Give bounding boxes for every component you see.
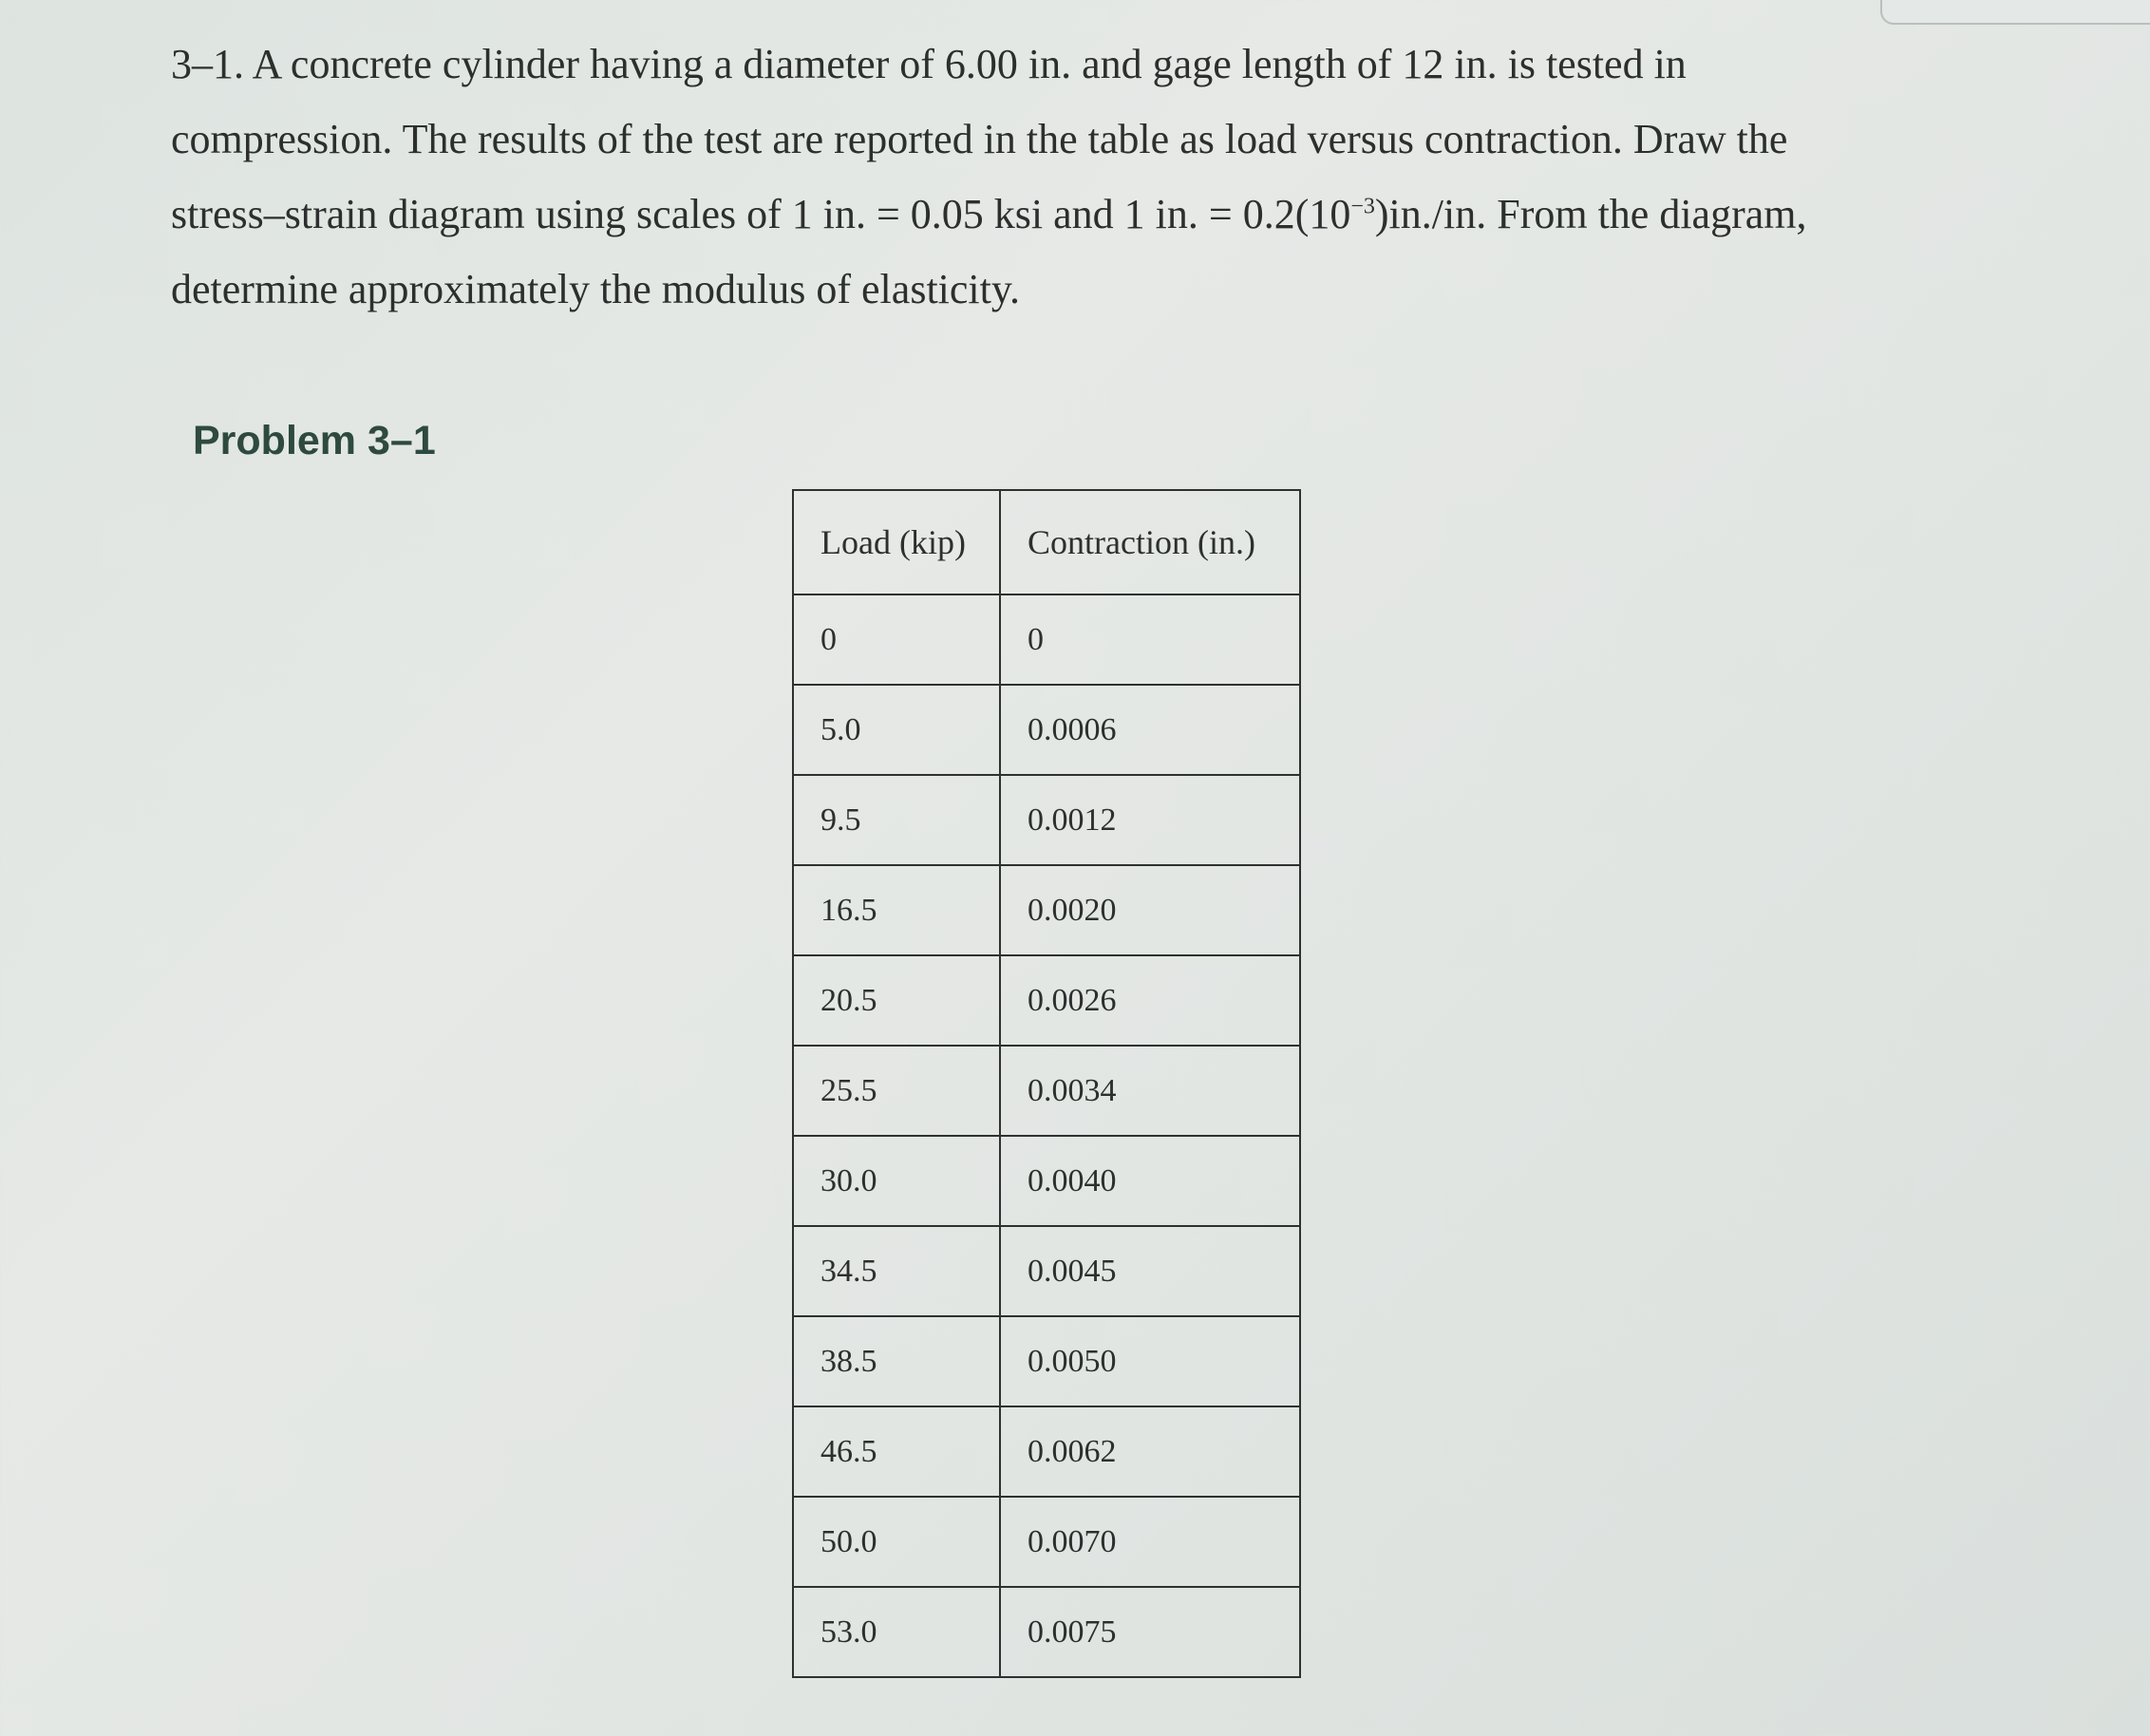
table-row — [793, 775, 1300, 865]
table-row — [793, 1316, 1300, 1406]
cell-load: 16.5 — [793, 865, 1000, 955]
cell-contraction: 0 — [1000, 594, 1300, 685]
cell-contraction: 0.0062 — [1000, 1406, 1300, 1497]
table-row — [793, 1136, 1300, 1226]
table-row — [793, 1587, 1300, 1677]
table-row — [793, 1406, 1300, 1497]
table-row — [793, 1226, 1300, 1316]
cell-contraction: 0.0050 — [1000, 1316, 1300, 1406]
cell-contraction: 0.0034 — [1000, 1046, 1300, 1136]
table-row — [793, 1497, 1300, 1587]
cell-load: 38.5 — [793, 1316, 1000, 1406]
problem-text-part2: )in./in. From the diagram, determine approximately the modulus of elasticity. — [171, 191, 1807, 312]
cell-contraction: 0.0045 — [1000, 1226, 1300, 1316]
cell-contraction: 0.0075 — [1000, 1587, 1300, 1677]
load-contraction-table — [792, 489, 1301, 1678]
cell-load: 53.0 — [793, 1587, 1000, 1677]
table-row — [793, 1046, 1300, 1136]
page-tab-edge — [1880, 0, 2150, 25]
table-row — [793, 955, 1300, 1046]
cell-load: 34.5 — [793, 1226, 1000, 1316]
cell-contraction: 0.0006 — [1000, 685, 1300, 775]
problem-text-part1: A concrete cylinder having a diameter of 6.00 in. and gage length of 12 in. is tested in compression. The results of the test are reported in the table as load versus contraction. Draw the stress–strain diagram using scales of 1 in. = 0.05 ksi and 1 in. = 0.2(10 — [171, 41, 1788, 237]
cell-load: 9.5 — [793, 775, 1000, 865]
exponent: −3 — [1350, 194, 1375, 219]
cell-load: 50.0 — [793, 1497, 1000, 1587]
cell-contraction: 0.0026 — [1000, 955, 1300, 1046]
cell-load: 20.5 — [793, 955, 1000, 1046]
cell-load: 46.5 — [793, 1406, 1000, 1497]
problem-label: Problem 3–1 — [193, 418, 436, 463]
header-contraction: Contraction (in.) — [1000, 490, 1300, 594]
cell-load: 30.0 — [793, 1136, 1000, 1226]
cell-contraction: 0.0070 — [1000, 1497, 1300, 1587]
cell-load: 0 — [793, 594, 1000, 685]
header-load: Load (kip) — [793, 490, 1000, 594]
cell-contraction: 0.0040 — [1000, 1136, 1300, 1226]
problem-statement — [171, 27, 1880, 327]
cell-load: 5.0 — [793, 685, 1000, 775]
cell-contraction: 0.0020 — [1000, 865, 1300, 955]
table-row — [793, 594, 1300, 685]
table-row — [793, 865, 1300, 955]
cell-contraction: 0.0012 — [1000, 775, 1300, 865]
table-header-row — [793, 490, 1300, 594]
cell-load: 25.5 — [793, 1046, 1000, 1136]
problem-number: 3–1. — [171, 41, 244, 87]
table-row — [793, 685, 1300, 775]
